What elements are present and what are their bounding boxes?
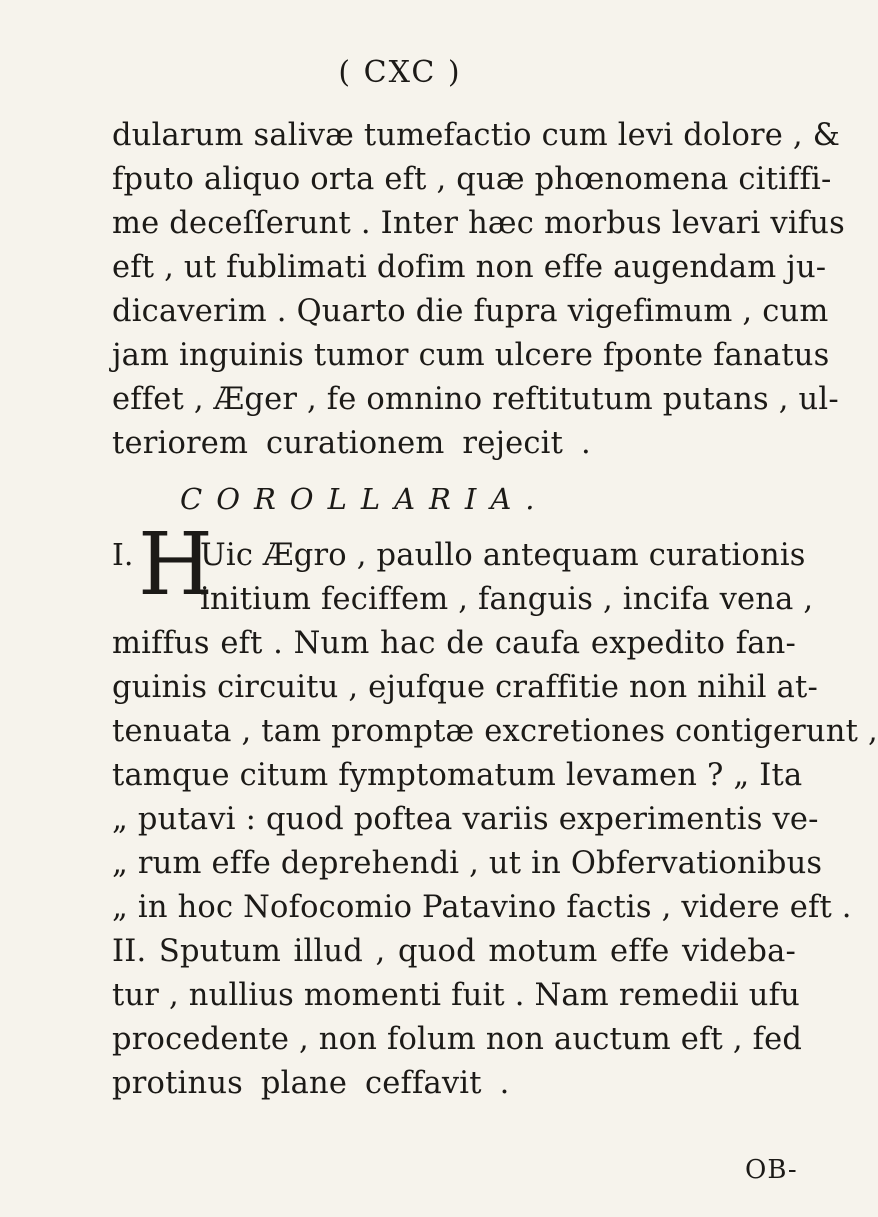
text-line: „ in hoc Nofocomio Patavino factis , videre eft . xyxy=(112,890,852,925)
text-line: guinis circuitu , ejufque craffitie non nihil at- xyxy=(112,670,818,705)
text-line: miffus eft . Num hac de caufa expedito fan- xyxy=(112,626,796,661)
text-line: „ rum effe deprehendi , ut in Obfervationibus xyxy=(112,846,823,881)
text-line: tur , nullius momenti fuit . Nam remedii ufu xyxy=(112,978,800,1013)
text-line: jam inguinis tumor cum ulcere fponte fanatus xyxy=(112,338,830,373)
catchword: OB- xyxy=(745,1155,798,1185)
text-line: eft , ut fublimati dofim non effe augendam ju- xyxy=(112,250,827,285)
text-line: „ putavi : quod poftea variis experimentis ve- xyxy=(112,802,819,837)
text-line: initium feciffem , fanguis , incifa vena , xyxy=(200,582,814,617)
text-line: teriorem curationem rejecit . xyxy=(112,426,591,461)
text-line: II. Sputum illud , quod motum effe videba- xyxy=(112,934,796,969)
corollary-numeral: I. xyxy=(112,538,134,573)
drop-cap: H xyxy=(138,515,213,615)
text-line: dicaverim . Quarto die fupra vigefimum , cum xyxy=(112,294,829,329)
text-line: protinus plane ceffavit . xyxy=(112,1066,510,1101)
text-line: Uic Ægro , paullo antequam curationis xyxy=(200,538,806,573)
text-line: tamque citum fymptomatum levamen ? „ Ita xyxy=(112,758,803,793)
page-number: ( CXC ) xyxy=(338,55,462,90)
text-line: dularum salivæ tumefactio cum levi dolore , & xyxy=(112,118,841,153)
text-line: fputo aliquo orta eft , quæ phœnomena citiffi- xyxy=(112,162,832,197)
text-line: tenuata , tam promptæ excretiones contigerunt , xyxy=(112,714,878,749)
text-line: effet , Æger , fe omnino reftitutum putans , ul- xyxy=(112,382,839,417)
text-line: procedente , non folum non auctum eft , fed xyxy=(112,1022,803,1057)
text-line: me deceſſerunt . Inter hæc morbus levari vifus xyxy=(112,206,845,241)
section-heading: COROLLARIA. xyxy=(180,482,549,516)
